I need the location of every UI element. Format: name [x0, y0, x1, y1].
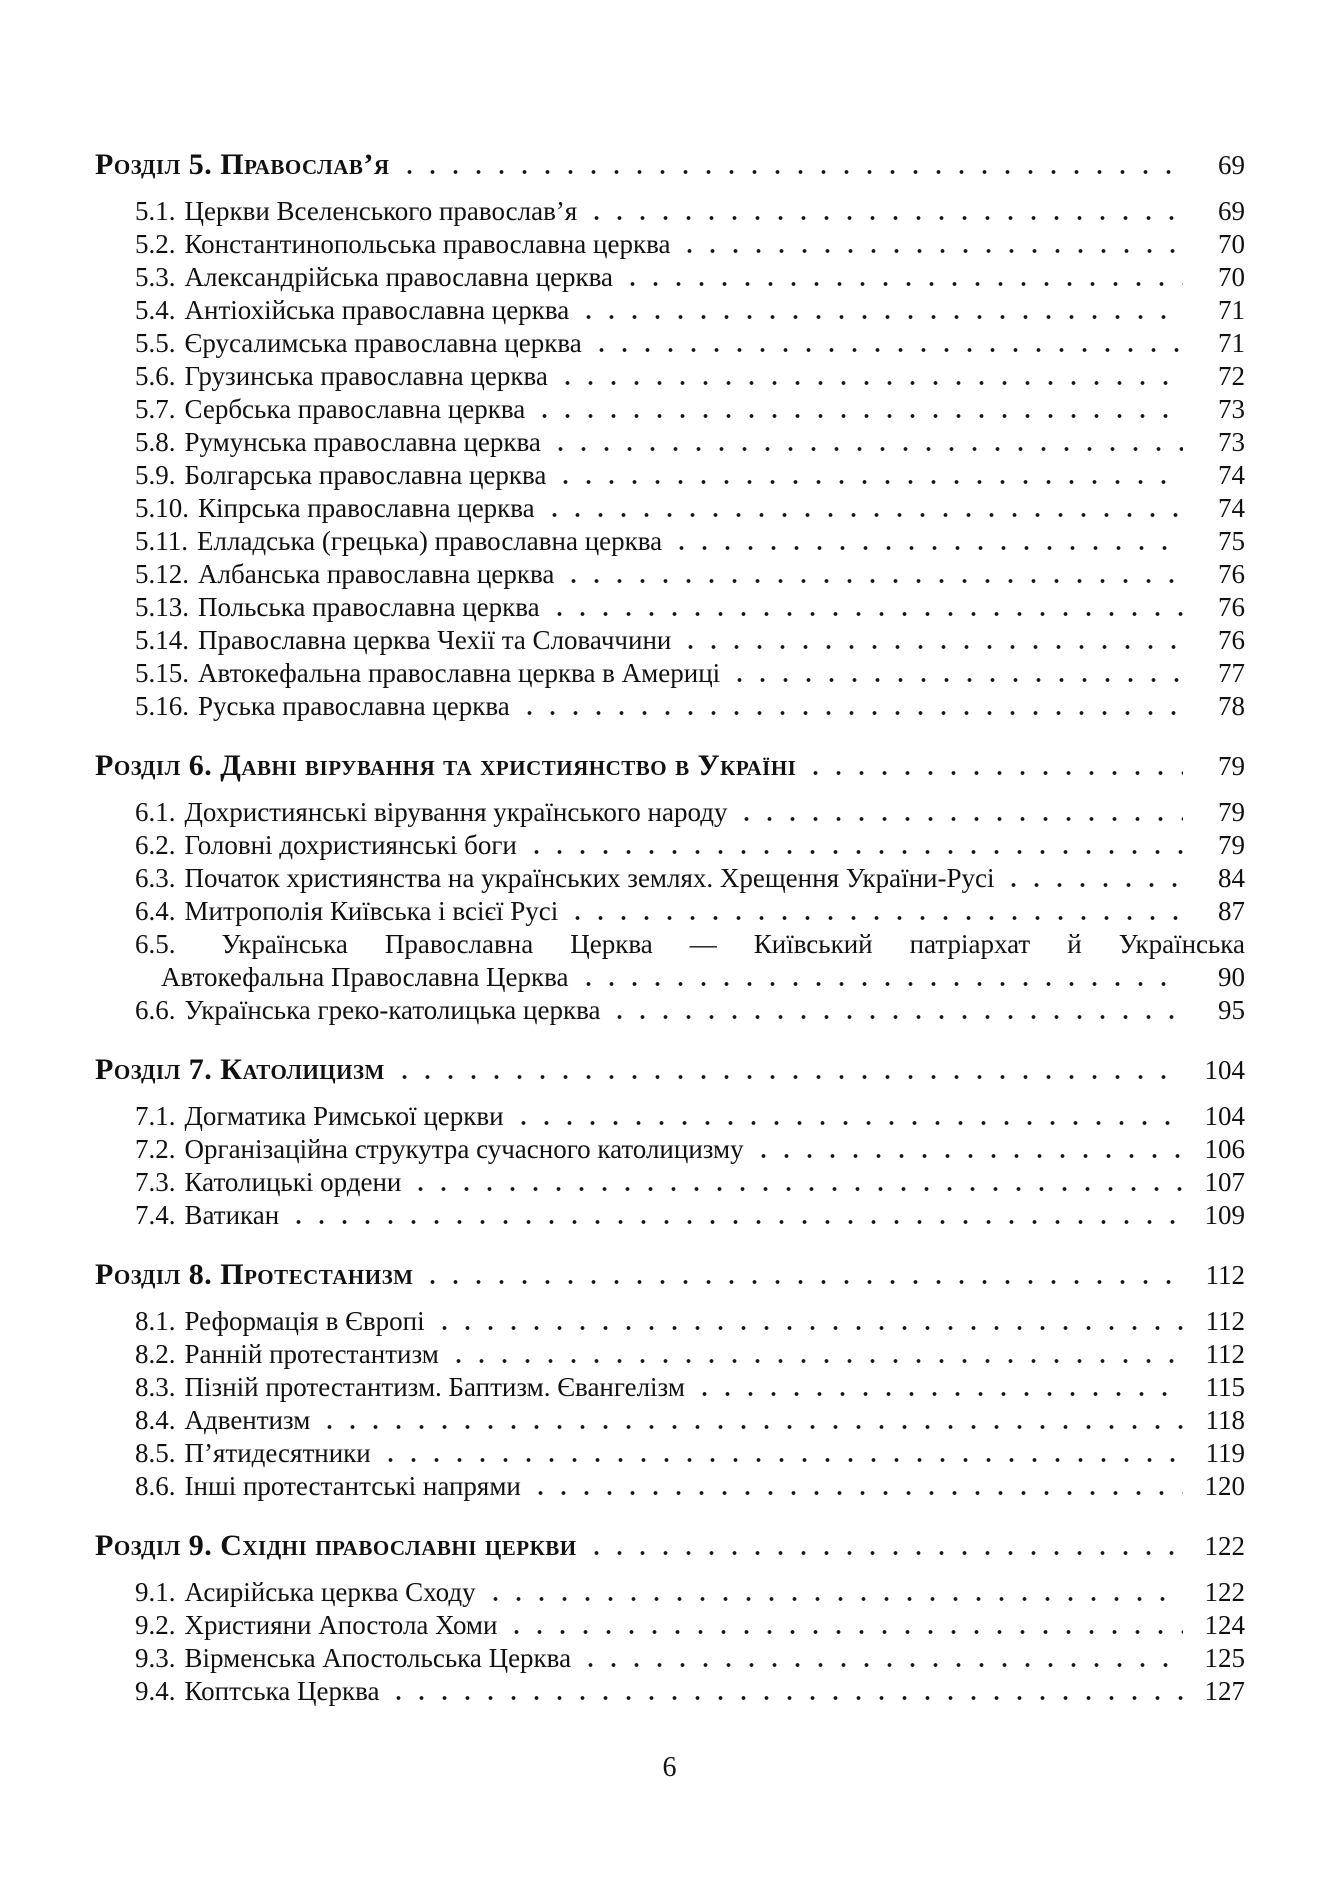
- dot-leader: [525, 829, 1183, 862]
- toc-entry: [135, 1371, 1245, 1404]
- entry-number: 5.3.: [135, 262, 176, 292]
- toc-entry: [135, 525, 1245, 558]
- section-entries: [95, 796, 1245, 1027]
- entry-number: 5.7.: [135, 394, 176, 424]
- dot-leader: [379, 1437, 1183, 1470]
- toc-entry: [135, 261, 1245, 294]
- toc-entry: [135, 1437, 1245, 1470]
- entry-number: 6.4.: [135, 896, 176, 926]
- entry-title: Догматика Римської церкви: [184, 1101, 504, 1131]
- dot-leader: [556, 360, 1183, 393]
- dot-leader: [543, 492, 1183, 525]
- entry-page-number: 73: [1218, 394, 1245, 424]
- toc-entry: [135, 690, 1245, 723]
- section-page-number: 122: [1204, 1531, 1245, 1561]
- entry-title-line2: Автокефальна Православна Церква: [161, 962, 569, 992]
- entry-number: 8.4.: [135, 1405, 176, 1435]
- toc-entry: [135, 1609, 1245, 1642]
- entry-title: Організаційна струкутра сучасного католицизму: [184, 1134, 744, 1164]
- entry-page-number: 122: [1204, 1577, 1245, 1607]
- section-page-number: 104: [1204, 1055, 1245, 1085]
- section-heading-text: Розділ 5. Православ’я: [95, 148, 390, 181]
- toc-section-9: [95, 1529, 1245, 1708]
- entry-title: Сербська православна церква: [184, 394, 526, 424]
- toc-entry: [135, 393, 1245, 426]
- entry-number: 5.4.: [135, 295, 176, 325]
- entry-page-number: 76: [1218, 625, 1245, 655]
- toc-entry: [135, 862, 1245, 895]
- entry-page-number: 106: [1204, 1134, 1245, 1164]
- dot-leader: [590, 327, 1183, 360]
- toc-entry: [135, 624, 1245, 657]
- entry-page-number: 112: [1205, 1306, 1245, 1336]
- entry-title: П’ятидесятники: [184, 1438, 371, 1468]
- toc-entry: [135, 1305, 1245, 1338]
- entry-title: Єрусалимська православна церква: [184, 328, 582, 358]
- entry-title: Антіохійська православна церква: [184, 295, 570, 325]
- section-entries: [95, 1100, 1245, 1232]
- entry-page-number: 107: [1204, 1167, 1245, 1197]
- section-heading-text: Розділ 8. Протестанизм: [95, 1258, 414, 1291]
- dot-leader: [548, 591, 1183, 624]
- entry-number: 5.12.: [135, 559, 189, 589]
- entry-number: 8.2.: [135, 1339, 176, 1369]
- entry-page-number: 70: [1218, 229, 1245, 259]
- toc-entry: [135, 1166, 1245, 1199]
- entry-number: 5.10.: [135, 493, 189, 523]
- entry-title: Елладська (грецька) православна церква: [197, 526, 663, 556]
- entry-number: 7.2.: [135, 1134, 176, 1164]
- entry-page-number: 124: [1204, 1610, 1245, 1640]
- entry-title: Церкви Вселенського православ’я: [184, 196, 578, 226]
- entry-title: Вірменська Апостольська Церква: [184, 1643, 572, 1673]
- section-page-number: 69: [1218, 150, 1245, 180]
- dot-leader: [608, 994, 1183, 1027]
- entry-title: Ватикан: [184, 1200, 280, 1230]
- dot-leader: [505, 1609, 1183, 1642]
- dot-leader: [447, 1338, 1183, 1371]
- entry-page-number: 90: [1218, 962, 1245, 992]
- entry-number: 5.2.: [135, 229, 176, 259]
- dot-leader: [393, 1053, 1183, 1087]
- entry-number: 8.6.: [135, 1471, 176, 1501]
- toc-entry: [135, 1100, 1245, 1133]
- entry-number: 5.11.: [135, 526, 188, 556]
- toc-section-7: [95, 1053, 1245, 1232]
- entry-number: 8.5.: [135, 1438, 176, 1468]
- entry-title: Православна церква Чехії та Словаччини: [198, 625, 672, 655]
- entry-number: 5.15.: [135, 658, 189, 688]
- entry-number: 5.16.: [135, 691, 189, 721]
- dot-leader: [728, 657, 1183, 690]
- entry-number: 8.1.: [135, 1306, 176, 1336]
- entry-number: 6.5.: [135, 929, 176, 959]
- entry-title: Автокефальна православна церква в Америці: [198, 658, 721, 688]
- dot-leader: [562, 558, 1183, 591]
- entry-number: 9.1.: [135, 1577, 176, 1607]
- toc-entry: [135, 994, 1245, 1027]
- toc-entry: [135, 426, 1245, 459]
- entry-title: Пізній протестантизм. Баптизм. Євангелізм: [184, 1372, 685, 1402]
- entry-title: Польська православна церква: [198, 592, 540, 622]
- dot-leader: [421, 1258, 1183, 1292]
- toc-entry-wrapped: [135, 928, 1245, 994]
- dot-leader: [549, 426, 1183, 459]
- entry-page-number: 95: [1218, 995, 1245, 1025]
- entry-number: 9.2.: [135, 1610, 176, 1640]
- entry-title: Початок християнства на українських землях. Хрещення України-Русі: [184, 863, 995, 893]
- dot-leader: [398, 148, 1183, 182]
- dot-leader: [518, 690, 1183, 723]
- entry-page-number: 71: [1218, 295, 1245, 325]
- dot-leader: [433, 1305, 1183, 1338]
- toc-entry: [135, 1642, 1245, 1675]
- entry-number: 9.4.: [135, 1676, 176, 1706]
- entry-page-number: 79: [1218, 830, 1245, 860]
- entry-number: 5.6.: [135, 361, 176, 391]
- dot-leader: [554, 459, 1183, 492]
- dot-leader: [679, 624, 1183, 657]
- entry-number: 7.4.: [135, 1200, 176, 1230]
- entry-page-number: 87: [1218, 896, 1245, 926]
- entry-page-number: 73: [1218, 427, 1245, 457]
- entry-number: 6.1.: [135, 797, 176, 827]
- dot-leader: [579, 1642, 1183, 1675]
- entry-page-number: 115: [1205, 1372, 1245, 1402]
- entry-title: Коптська Церква: [184, 1676, 380, 1706]
- dot-leader: [287, 1199, 1183, 1232]
- entry-number: 6.6.: [135, 995, 176, 1025]
- entry-page-number: 74: [1218, 460, 1245, 490]
- section-heading-text: Розділ 7. Католицизм: [95, 1053, 385, 1086]
- toc-entry: [135, 1338, 1245, 1371]
- entry-title: Румунська православна церква: [184, 427, 541, 457]
- dot-leader: [577, 294, 1183, 327]
- toc-section-heading: [95, 1053, 1245, 1087]
- entry-page-number: 71: [1218, 328, 1245, 358]
- toc-entry: [135, 1470, 1245, 1503]
- toc-entry: [135, 327, 1245, 360]
- toc-entry: [135, 1404, 1245, 1437]
- entry-number: 9.3.: [135, 1643, 176, 1673]
- entry-title: Адвентизм: [184, 1405, 311, 1435]
- entry-number: 5.9.: [135, 460, 176, 490]
- entry-number: 8.3.: [135, 1372, 176, 1402]
- toc-section-heading: [95, 1529, 1245, 1563]
- toc-entry: [135, 657, 1245, 690]
- dot-leader: [585, 1529, 1183, 1563]
- entry-page-number: 76: [1218, 592, 1245, 622]
- toc-entry: [135, 360, 1245, 393]
- entry-page-number: 127: [1204, 1676, 1245, 1706]
- entry-title-line1: Українська Православна Церква — Київський патріархат й Українська: [221, 929, 1246, 959]
- toc-section-heading: [95, 1258, 1245, 1292]
- entry-page-number: 77: [1218, 658, 1245, 688]
- toc-entry: [135, 796, 1245, 829]
- entry-page-number: 118: [1205, 1405, 1245, 1435]
- entry-title: Кіпрська православна церква: [198, 493, 535, 523]
- section-entries: [95, 1576, 1245, 1708]
- dot-leader: [670, 525, 1183, 558]
- toc-entry: [135, 895, 1245, 928]
- entry-title: Українська греко-католицька церква: [184, 995, 601, 1025]
- entry-number: 5.8.: [135, 427, 176, 457]
- dot-leader: [678, 228, 1183, 261]
- entry-page-number: 74: [1218, 493, 1245, 523]
- toc-entry: [135, 1199, 1245, 1232]
- toc-entry: [135, 228, 1245, 261]
- dot-leader: [804, 749, 1183, 783]
- dot-leader: [409, 1166, 1183, 1199]
- entry-title: Інші протестантські напрями: [184, 1471, 521, 1501]
- toc-section-5: [95, 148, 1245, 723]
- entry-title: Александрійська православна церква: [184, 262, 614, 292]
- entry-title: Асирійська церква Сходу: [184, 1577, 476, 1607]
- toc-entry: [135, 195, 1245, 228]
- section-page-number: 79: [1218, 751, 1245, 781]
- entry-title: Митрополія Київська і всієї Русі: [184, 896, 559, 926]
- entry-title: Християни Апостола Хоми: [184, 1610, 498, 1640]
- entry-number: 6.3.: [135, 863, 176, 893]
- toc-entry: [135, 1675, 1245, 1708]
- dot-leader: [693, 1371, 1183, 1404]
- dot-leader: [577, 961, 1183, 994]
- section-page-number: 112: [1205, 1260, 1245, 1290]
- entry-page-number: 120: [1204, 1471, 1245, 1501]
- entry-page-number: 70: [1218, 262, 1245, 292]
- dot-leader: [484, 1576, 1183, 1609]
- entry-page-number: 104: [1204, 1101, 1245, 1131]
- entry-number: 5.14.: [135, 625, 189, 655]
- entry-number: 7.3.: [135, 1167, 176, 1197]
- entry-page-number: 109: [1204, 1200, 1245, 1230]
- entry-page-number: 112: [1205, 1339, 1245, 1369]
- dot-leader: [621, 261, 1183, 294]
- entry-page-number: 119: [1205, 1438, 1245, 1468]
- entry-page-number: 72: [1218, 361, 1245, 391]
- entry-page-number: 84: [1218, 863, 1245, 893]
- toc-entry: [135, 1576, 1245, 1609]
- toc-entry: [135, 459, 1245, 492]
- entry-title: Ранній протестантизм: [184, 1339, 439, 1369]
- dot-leader: [735, 796, 1183, 829]
- entry-number: 5.1.: [135, 196, 176, 226]
- entry-title: Константинопольська православна церква: [184, 229, 671, 259]
- toc-entry: [135, 829, 1245, 862]
- entry-title: Руська православна церква: [198, 691, 510, 721]
- section-heading-text: Розділ 6. Давні вірування та християнство в Україні: [95, 749, 797, 782]
- entry-line-2: [135, 961, 1245, 994]
- dot-leader: [585, 195, 1183, 228]
- section-entries: [95, 195, 1245, 723]
- toc-entry: [135, 591, 1245, 624]
- dot-leader: [752, 1133, 1183, 1166]
- toc-entry: [135, 558, 1245, 591]
- entry-page-number: 125: [1204, 1643, 1245, 1673]
- toc-entry: [135, 294, 1245, 327]
- entry-title: Болгарська православна церква: [184, 460, 547, 490]
- entry-page-number: 79: [1218, 797, 1245, 827]
- page-footer-number: 6: [662, 1752, 677, 1783]
- toc-section-heading: [95, 749, 1245, 783]
- entry-number: 5.13.: [135, 592, 189, 622]
- entry-title: Грузинська православна церква: [184, 361, 548, 391]
- entry-number: 5.5.: [135, 328, 176, 358]
- dot-leader: [529, 1470, 1183, 1503]
- entry-title: Реформація в Європі: [184, 1306, 425, 1336]
- section-heading-text: Розділ 9. Східні православні церкви: [95, 1529, 577, 1562]
- dot-leader: [387, 1675, 1183, 1708]
- entry-title: Головні дохристиянські боги: [184, 830, 517, 860]
- toc-entry: [135, 492, 1245, 525]
- toc-section-6: [95, 749, 1245, 1027]
- entry-title: Албанська православна церква: [198, 559, 555, 589]
- entry-page-number: 78: [1218, 691, 1245, 721]
- entry-title: Дохристиянські вірування українського народу: [184, 797, 728, 827]
- entry-page-number: 76: [1218, 559, 1245, 589]
- entry-line-1: [135, 928, 1245, 961]
- entry-number: 6.2.: [135, 830, 176, 860]
- entry-title: Католицькі ордени: [184, 1167, 402, 1197]
- dot-leader: [566, 895, 1183, 928]
- dot-leader: [512, 1100, 1183, 1133]
- dot-leader: [533, 393, 1183, 426]
- entry-number: 7.1.: [135, 1101, 176, 1131]
- dot-leader: [318, 1404, 1183, 1437]
- section-entries: [95, 1305, 1245, 1503]
- entry-page-number: 75: [1218, 526, 1245, 556]
- toc-section-heading: [95, 148, 1245, 182]
- dot-leader: [1002, 862, 1183, 895]
- entry-page-number: 69: [1218, 196, 1245, 226]
- toc-section-8: [95, 1258, 1245, 1503]
- toc-entry: [135, 1133, 1245, 1166]
